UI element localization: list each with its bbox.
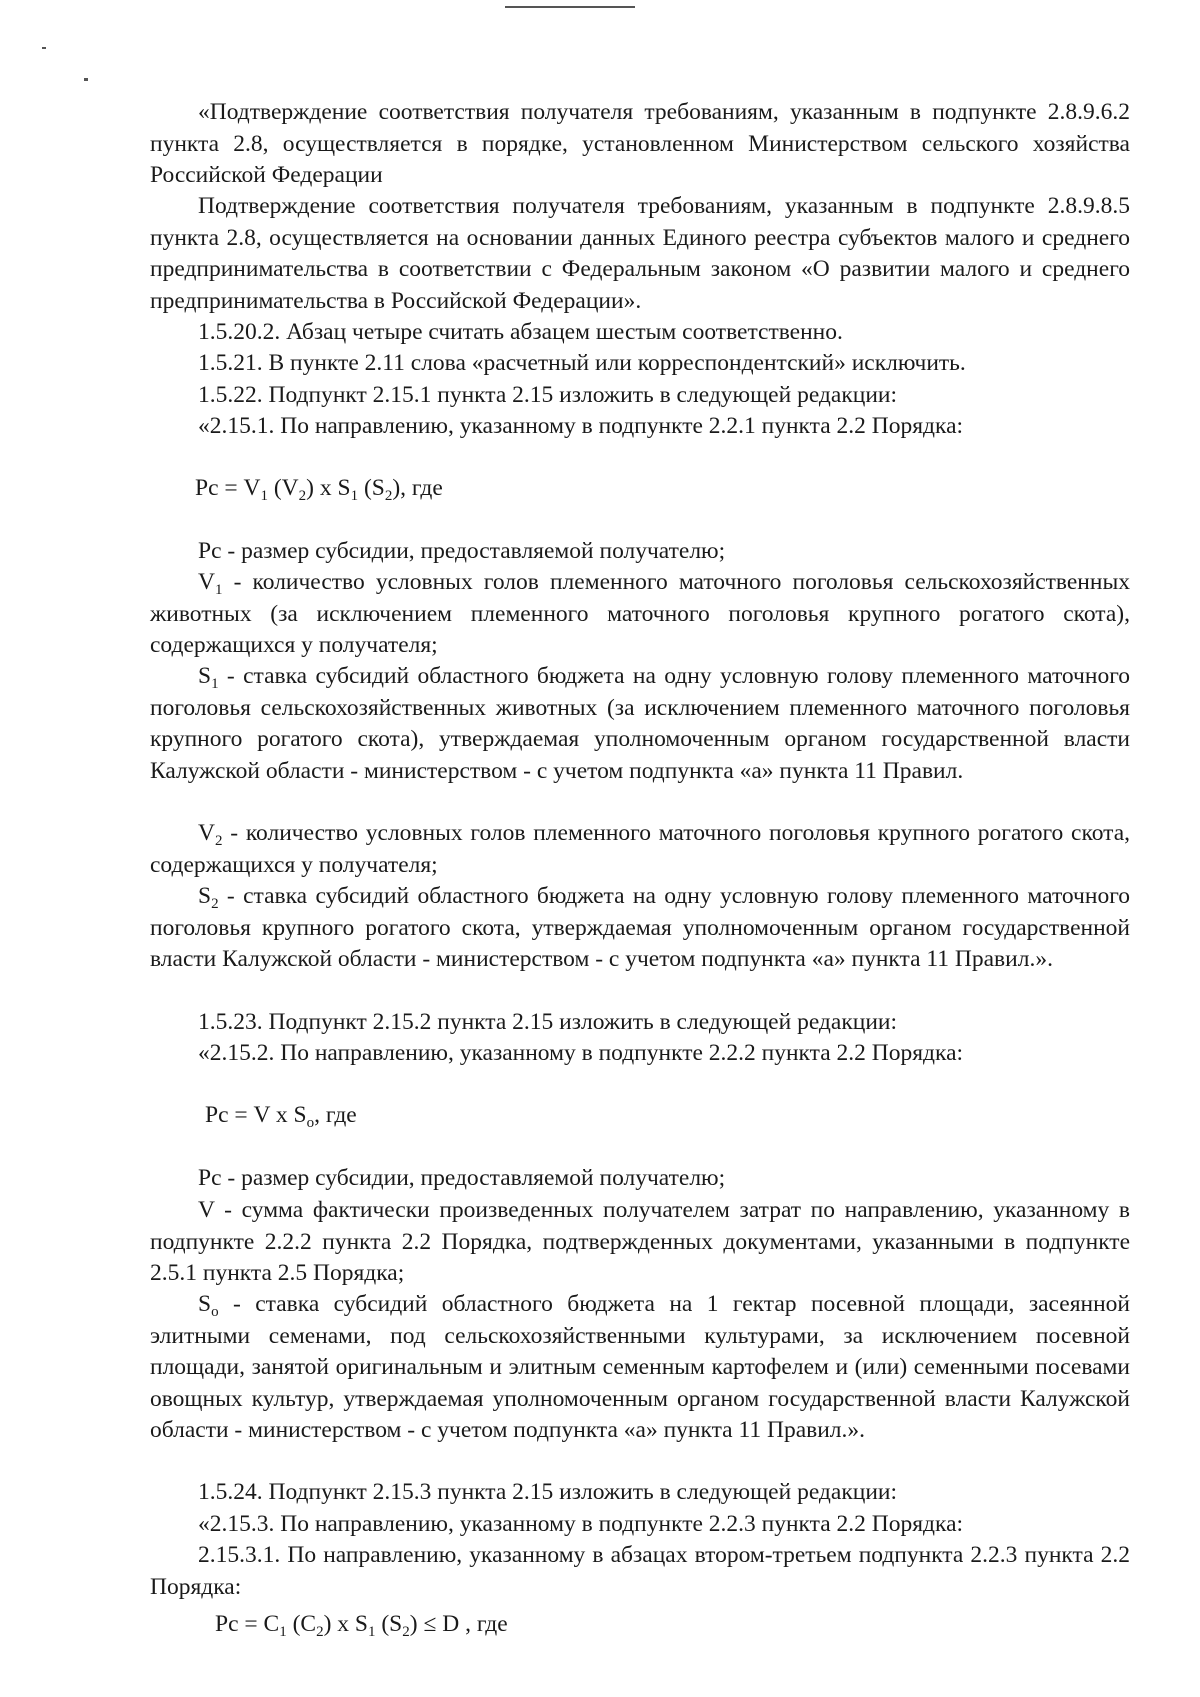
definition-paragraph: $S_2$ - ставка субсидий областного бюджета на одну условную голову племенного маточного поголовья крупного рогатого скота, утверждаемая уполномоченным органом государственной власти Калужской области - министерством - с учетом подпункта «а» пункта 11 Правил.». bbox=[150, 883, 1130, 972]
paragraph: V - сумма фактически произведенных получателем затрат по направлению, указанному в подпункте 2.2.2 пункта 2.2 Порядка, подтвержденных документами, указанными в подпункте 2.5.1 пункта 2.5 Порядка; bbox=[150, 1197, 1130, 1286]
paragraph: 1.5.23. Подпункт 2.15.2 пункта 2.15 изложить в следующей редакции: bbox=[198, 1009, 897, 1035]
paragraph: 2.15.3.1. По направлению, указанному в абзацах втором-третьем подпункта 2.2.3 пункта 2.2 Порядка: bbox=[150, 1542, 1130, 1600]
paragraph: 1.5.20.2. Абзац четыре считать абзацем шестым соответственно. bbox=[198, 319, 843, 345]
paragraph: Рс - размер субсидии, предоставляемой получателю; bbox=[198, 1165, 726, 1191]
definition-paragraph: $S_о$ - ставка субсидий областного бюджета на 1 гектар посевной площади, засеянной элитными семенами, под сельскохозяйственными культурами, за исключением посевной площади, занятой оригинальным и элитным семенным картофелем и (или) семенными посевами овощных культур, утверждаемая уполномоченным органом государственной власти Калужской области - министерством - с учетом подпункта «а» пункта 11 Правил.». bbox=[150, 1291, 1130, 1443]
paragraph: 1.5.22. Подпункт 2.15.1 пункта 2.15 изложить в следующей редакции: bbox=[198, 382, 897, 408]
paragraph: Рс - размер субсидии, предоставляемой получателю; bbox=[198, 538, 726, 564]
paragraph: «2.15.3. По направлению, указанному в подпункте 2.2.3 пункта 2.2 Порядка: bbox=[198, 1511, 964, 1537]
formula: Рс = $C_1$ $(C_2)$ x $S_1$ $(S_2) \le D$ , где bbox=[215, 1611, 508, 1640]
formula: Рс = V x $S_о$, где bbox=[205, 1102, 357, 1131]
scan-artifact bbox=[42, 47, 46, 49]
paragraph: Подтверждение соответствия получателя требованиям, указанным в подпункте 2.8.9.8.5 пункта 2.8, осуществляется на основании данных Единого реестра субъектов малого и среднего предпринимательства в соответствии с Федеральным законом «О развитии малого и среднего предпринимательства в Российской Федерации». bbox=[150, 193, 1130, 314]
paragraph: 1.5.21. В пункте 2.11 слова «расчетный или корреспондентский» исключить. bbox=[198, 350, 966, 376]
scan-artifact bbox=[84, 78, 88, 81]
definition-paragraph: $S_1$ - ставка субсидий областного бюджета на одну условную голову племенного маточного поголовья сельскохозяйственных животных (за исключением племенного маточного поголовья крупного рогатого скота), утверждаемая уполномоченным органом государственной власти Калужской области - министерством - с учетом подпункта «а» пункта 11 Правил. bbox=[150, 663, 1130, 784]
paragraph: 1.5.24. Подпункт 2.15.3 пункта 2.15 изложить в следующей редакции: bbox=[198, 1479, 897, 1505]
paragraph: «2.15.2. По направлению, указанному в подпункте 2.2.2 пункта 2.2 Порядка: bbox=[198, 1040, 964, 1066]
paragraph: «Подтверждение соответствия получателя требованиям, указанным в подпункте 2.8.9.6.2 пункта 2.8, осуществляется в порядке, установленном Министерством сельского хозяйства Российской Федерации bbox=[150, 99, 1130, 188]
paragraph: «2.15.1. По направлению, указанному в подпункте 2.2.1 пункта 2.2 Порядка: bbox=[198, 413, 964, 439]
formula: Рс = $V_1$ $(V_2)$ x $S_1$ $(S_2)$, где bbox=[195, 475, 443, 504]
definition-paragraph: $V_2$ - количество условных голов племенного маточного поголовья крупного рогатого скота, содержащихся у получателя; bbox=[150, 820, 1130, 878]
definition-paragraph: $V_1$ - количество условных голов племенного маточного поголовья сельскохозяйственных животных (за исключением племенного маточного поголовья крупного рогатого скота), содержащихся у получателя; bbox=[150, 569, 1130, 658]
scan-artifact bbox=[505, 6, 635, 8]
